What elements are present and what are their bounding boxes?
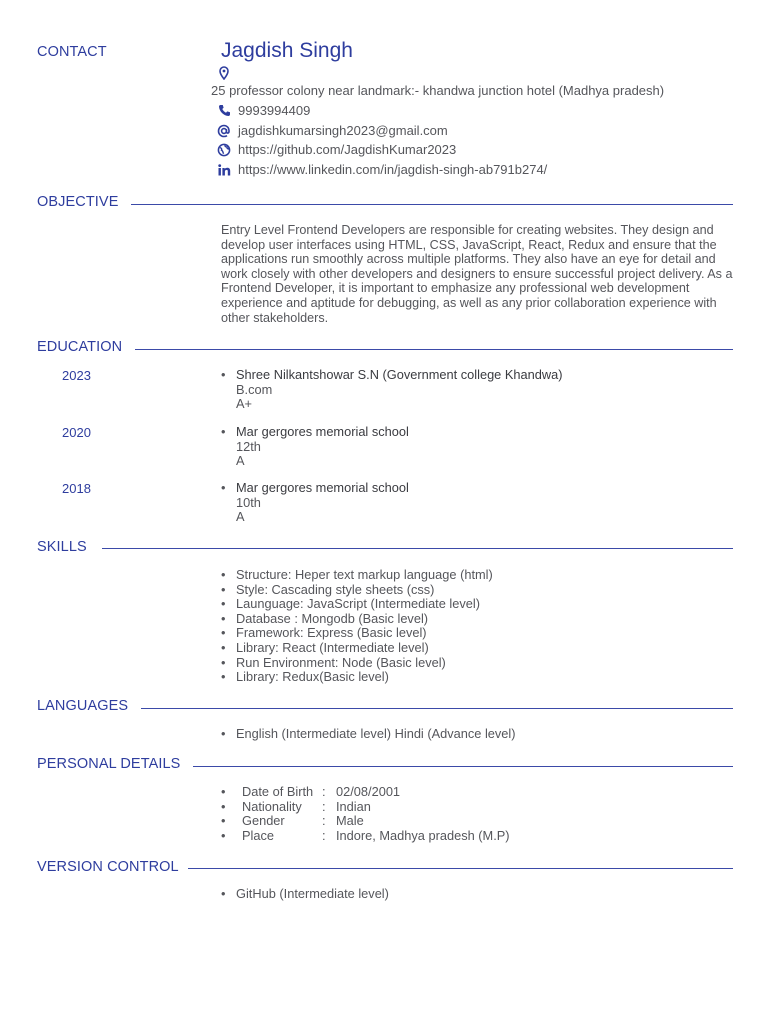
institution-name: Mar gergores memorial school xyxy=(236,424,409,439)
email-row[interactable] xyxy=(216,123,448,138)
detail-row: • Place : Indore, Madhya pradesh (M.P) xyxy=(221,827,510,843)
email-link[interactable]: jagdishkumarsingh2023@gmail.com xyxy=(238,123,448,138)
institution-name: Mar gergores memorial school xyxy=(236,480,409,495)
grade: A+ xyxy=(236,396,253,412)
linkedin-row[interactable] xyxy=(216,162,547,177)
section-divider xyxy=(135,349,733,350)
phone-icon xyxy=(216,104,232,118)
objective-text: Entry Level Frontend Developers are responsible for creating websites. They design and develop user interfaces using HTML, CSS, JavaScript, React, Redux and ensure that the applications run smoothly across multiple platforms. They also have an eye for detail and work closely with other developers and designers to ensure successful project delivery. As a Frontend Developer, it is important to emphasize any professional web development experience and aptitude for debugging, as well as any prior collaboration experience with other stakeholders. xyxy=(221,223,733,325)
section-divider xyxy=(193,766,733,767)
skill-item: • Library: Redux(Basic level) xyxy=(221,669,389,685)
skill-item: • Style: Cascading style sheets (css) xyxy=(221,581,435,597)
skill-item: • Database : Mongodb (Basic level) xyxy=(221,610,429,626)
version-control-list xyxy=(221,887,389,902)
section-divider xyxy=(102,548,733,549)
section-divider xyxy=(131,204,733,205)
education-year: 2023 xyxy=(62,368,91,383)
linkedin-icon xyxy=(216,163,232,177)
degree: B.com xyxy=(236,381,273,397)
linkedin-link[interactable]: https://www.linkedin.com/in/jagdish-singh-ab791b274/ xyxy=(238,162,548,177)
section-title-contact: CONTACT xyxy=(37,44,107,60)
skill-item: • Framework: Express (Basic level) xyxy=(221,625,427,641)
education-year: 2018 xyxy=(62,481,91,496)
skill-item: • Run Environment: Node (Basic level) xyxy=(221,654,446,670)
skills-list xyxy=(221,568,493,685)
section-divider xyxy=(188,868,733,869)
education-entry: • Mar gergores memorial school 10th A xyxy=(221,480,409,525)
section-title-personal-details: PERSONAL DETAILS xyxy=(37,756,181,772)
detail-row: • Date of Birth : 02/08/2001 xyxy=(221,784,401,799)
candidate-name: Jagdish Singh xyxy=(221,39,353,62)
section-title-version-control: VERSION CONTROL xyxy=(37,859,179,875)
skill-item: • Launguage: JavaScript (Intermediate level) xyxy=(221,596,480,612)
globe-icon xyxy=(216,143,232,157)
version-control-item: • GitHub (Intermediate level) xyxy=(221,886,389,901)
github-row[interactable] xyxy=(216,142,456,157)
institution-name: Shree Nilkantshowar S.N (Government college Khandwa) xyxy=(236,367,563,382)
section-divider xyxy=(141,708,733,709)
detail-row: • Gender : Male xyxy=(221,813,364,829)
address: 25 professor colony near landmark:- khandwa junction hotel (Madhya pradesh) xyxy=(211,83,665,98)
degree: 10th xyxy=(236,494,261,510)
degree: 12th xyxy=(236,438,261,454)
language-item: • English (Intermediate level) Hindi (Advance level) xyxy=(221,726,516,741)
section-title-skills: SKILLS xyxy=(37,539,87,555)
at-sign-icon xyxy=(216,124,232,138)
grade: A xyxy=(236,509,245,525)
education-entry: • Shree Nilkantshowar S.N (Government college Khandwa) B.com A+ xyxy=(221,367,563,412)
phone-row xyxy=(216,103,310,118)
grade: A xyxy=(236,453,245,469)
education-entry: • Mar gergores memorial school 12th A xyxy=(221,424,409,469)
detail-row: • Nationality : Indian xyxy=(221,798,371,814)
section-title-education: EDUCATION xyxy=(37,339,123,355)
phone-number: 9993994409 xyxy=(238,103,311,118)
skill-item: • Structure: Heper text markup language (html) xyxy=(221,567,493,582)
section-title-languages: LANGUAGES xyxy=(37,698,129,714)
personal-details-table xyxy=(221,785,510,843)
section-title-objective: OBJECTIVE xyxy=(37,194,119,210)
skill-item: • Library: React (Intermediate level) xyxy=(221,639,429,655)
education-year: 2020 xyxy=(62,425,91,440)
github-link[interactable]: https://github.com/JagdishKumar2023 xyxy=(238,142,457,157)
languages-list xyxy=(221,727,516,742)
